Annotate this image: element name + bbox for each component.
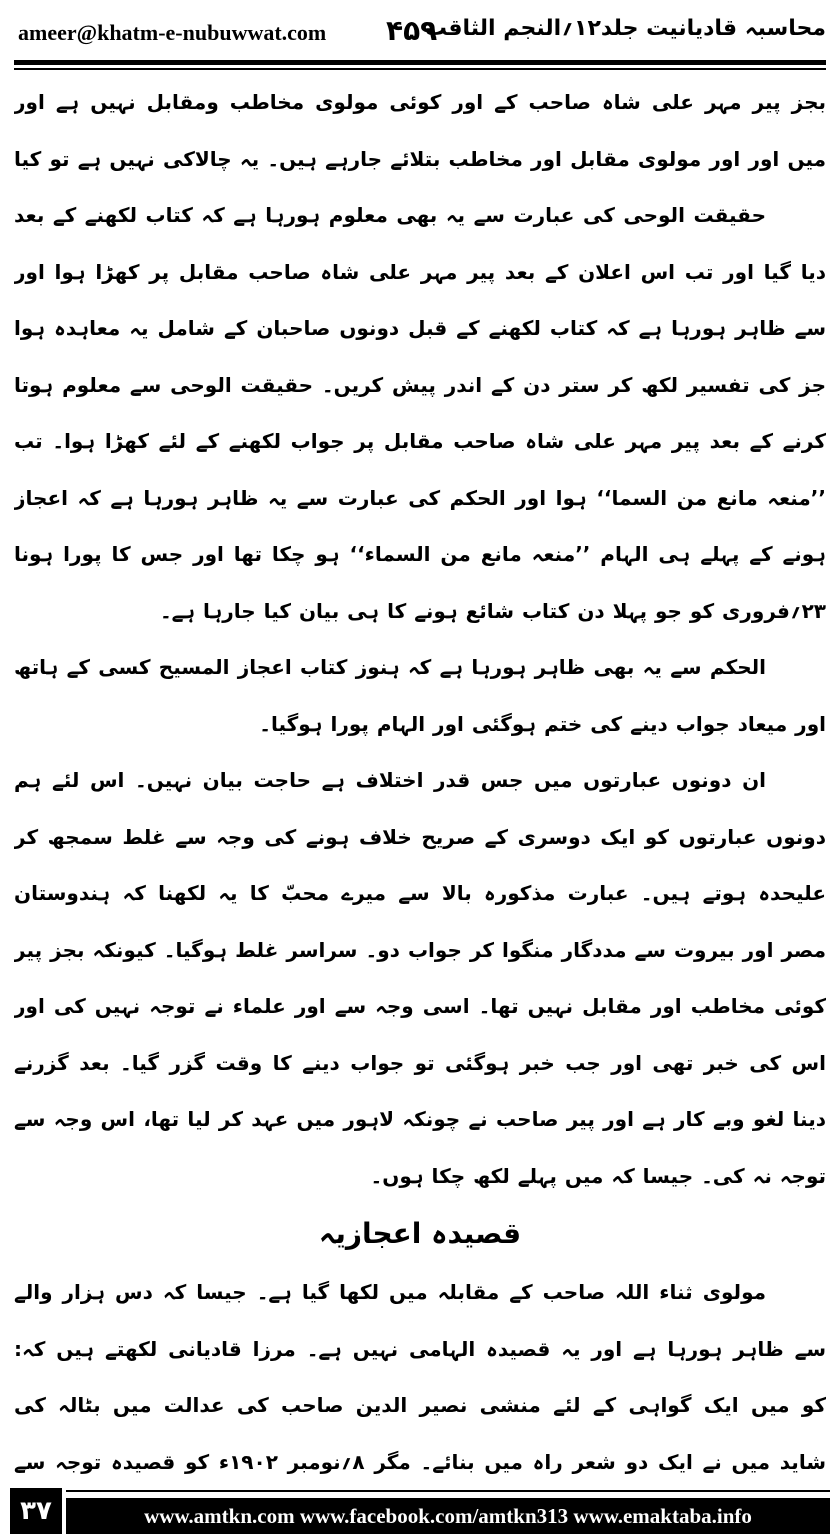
footer-links: www.amtkn.com www.facebook.com/amtkn313 www.emaktaba.info: [66, 1498, 830, 1534]
header-rule-thick: [14, 60, 826, 65]
section-heading: قصیدہ اعجازیہ: [318, 1217, 522, 1250]
book-title: محاسبہ قادیانیت جلد۱۲؍النجم الثاقب: [424, 16, 826, 41]
text-line: علیحدہ ہوتے ہیں۔ عبارت مذکورہ بالا سے میرے محبّ کا یہ لکھنا کہ ہندوستان: [14, 881, 826, 905]
text-line: میں اور اور مولوی مقابل اور مخاطب بتلائے جارہے ہیں۔ یہ چالاکی نہیں ہے تو کیا: [14, 146, 826, 171]
page-header: [14, 8, 826, 56]
text-line: جز کی تفسیر لکھ کر ستر دن کے اندر پیش کریں۔ حقیقت الوحی سے معلوم ہوتا: [14, 372, 826, 397]
footer-number-box: ۳۷: [10, 1488, 62, 1534]
header-rule-thin: [14, 68, 826, 70]
text-line: ’’منعہ مانع من السما‘‘ ہوا اور الحکم کی عبارت سے یہ ظاہر ہورہا ہے کہ اعجاز: [14, 485, 826, 510]
text-line: کوئی مخاطب اور مقابل نہیں تھا۔ اسی وجہ سے اور علماء نے توجہ نہیں کی اور: [14, 994, 826, 1018]
text-line: اور میعاد جواب دینے کی ختم ہوگئی اور الہام پورا ہوگیا۔: [259, 711, 826, 736]
text-line: الحکم سے یہ بھی ظاہر ہورہا ہے کہ ہنوز کتاب اعجاز المسیح کسی کے ہاتھ: [14, 655, 766, 679]
text-line: دیا گیا اور تب اس اعلان کے بعد پیر مہر علی شاہ صاحب مقابل پر کھڑا ہوا اور: [14, 259, 826, 284]
page-body: [14, 74, 826, 1490]
text-line: مولوی ثناء اللہ صاحب کے مقابلہ میں لکھا گیا ہے۔ جیسا کہ دس ہزار والے: [14, 1280, 766, 1304]
text-line: سے ظاہر ہورہا ہے کہ کتاب لکھنے کے قبل دونوں صاحبان کے شامل یہ معاہدہ ہوا: [14, 316, 826, 340]
text-line: دینا لغو وبے کار ہے اور پیر صاحب نے چونکہ لاہور میں عہد کر لیا تھا، اس وجہ سے: [14, 1107, 826, 1131]
page-number: ۴۵۹: [386, 14, 438, 47]
text-line: توجہ نہ کی۔ جیسا کہ میں پہلے لکھ چکا ہوں۔: [370, 1163, 826, 1188]
text-line: شاید میں نے ایک دو شعر راہ میں بنائے۔ مگر ۸؍نومبر ۱۹۰۲ء کو قصیدہ توجہ سے: [14, 1449, 826, 1474]
text-line: ان دونوں عبارتوں میں جس قدر اختلاف ہے حاجت بیان نہیں۔ اس لئے ہم: [14, 768, 766, 792]
header-email: ameer@khatm-e-nubuwwat.com: [18, 20, 327, 45]
text-line: کرنے کے بعد پیر مہر علی شاہ صاحب مقابل پر جواب لکھنے کے لئے کھڑا ہوا۔ تب: [14, 429, 826, 453]
text-line: بجز پیر مہر علی شاہ صاحب کے اور کوئی مولوی مخاطب ومقابل نہیں ہے اور: [14, 90, 826, 114]
text-line: ہونے کے پہلے ہی الہام ’’منعہ مانع من السماء‘‘ ہو چکا تھا اور جس کا پورا ہونا: [14, 542, 826, 566]
text-line: دونوں عبارتوں کو ایک دوسری کے صریح خلاف ہونے کی وجہ سے غلط سمجھ کر: [14, 824, 826, 849]
text-line: مصر اور بیروت سے مددگار منگوا کر جواب دو۔ سراسر غلط ہوگیا۔ کیونکہ بجز پیر: [14, 937, 826, 962]
text-line: کو میں ایک گواہی کے لئے منشی نصیر الدین صاحب کی عدالت میں بٹالہ کی: [14, 1393, 826, 1417]
text-line: اس کی خبر تھی اور جب خبر ہوگئی تو جواب دینے کا وقت گزر گیا۔ بعد گزرنے: [14, 1050, 826, 1075]
text-line: ۲۳؍فروری کو جو پہلا دن کتاب شائع ہونے کا ہی بیان کیا جارہا ہے۔: [159, 598, 826, 623]
text-line: سے ظاہر ہورہا ہے اور یہ قصیدہ الہامی نہیں ہے۔ مرزا قادیانی لکھتے ہیں کہ:: [14, 1336, 826, 1361]
text-line: حقیقت الوحی کی عبارت سے یہ بھی معلوم ہورہا ہے کہ کتاب لکھنے کے بعد: [14, 203, 766, 227]
footer-rule: [66, 1490, 830, 1492]
